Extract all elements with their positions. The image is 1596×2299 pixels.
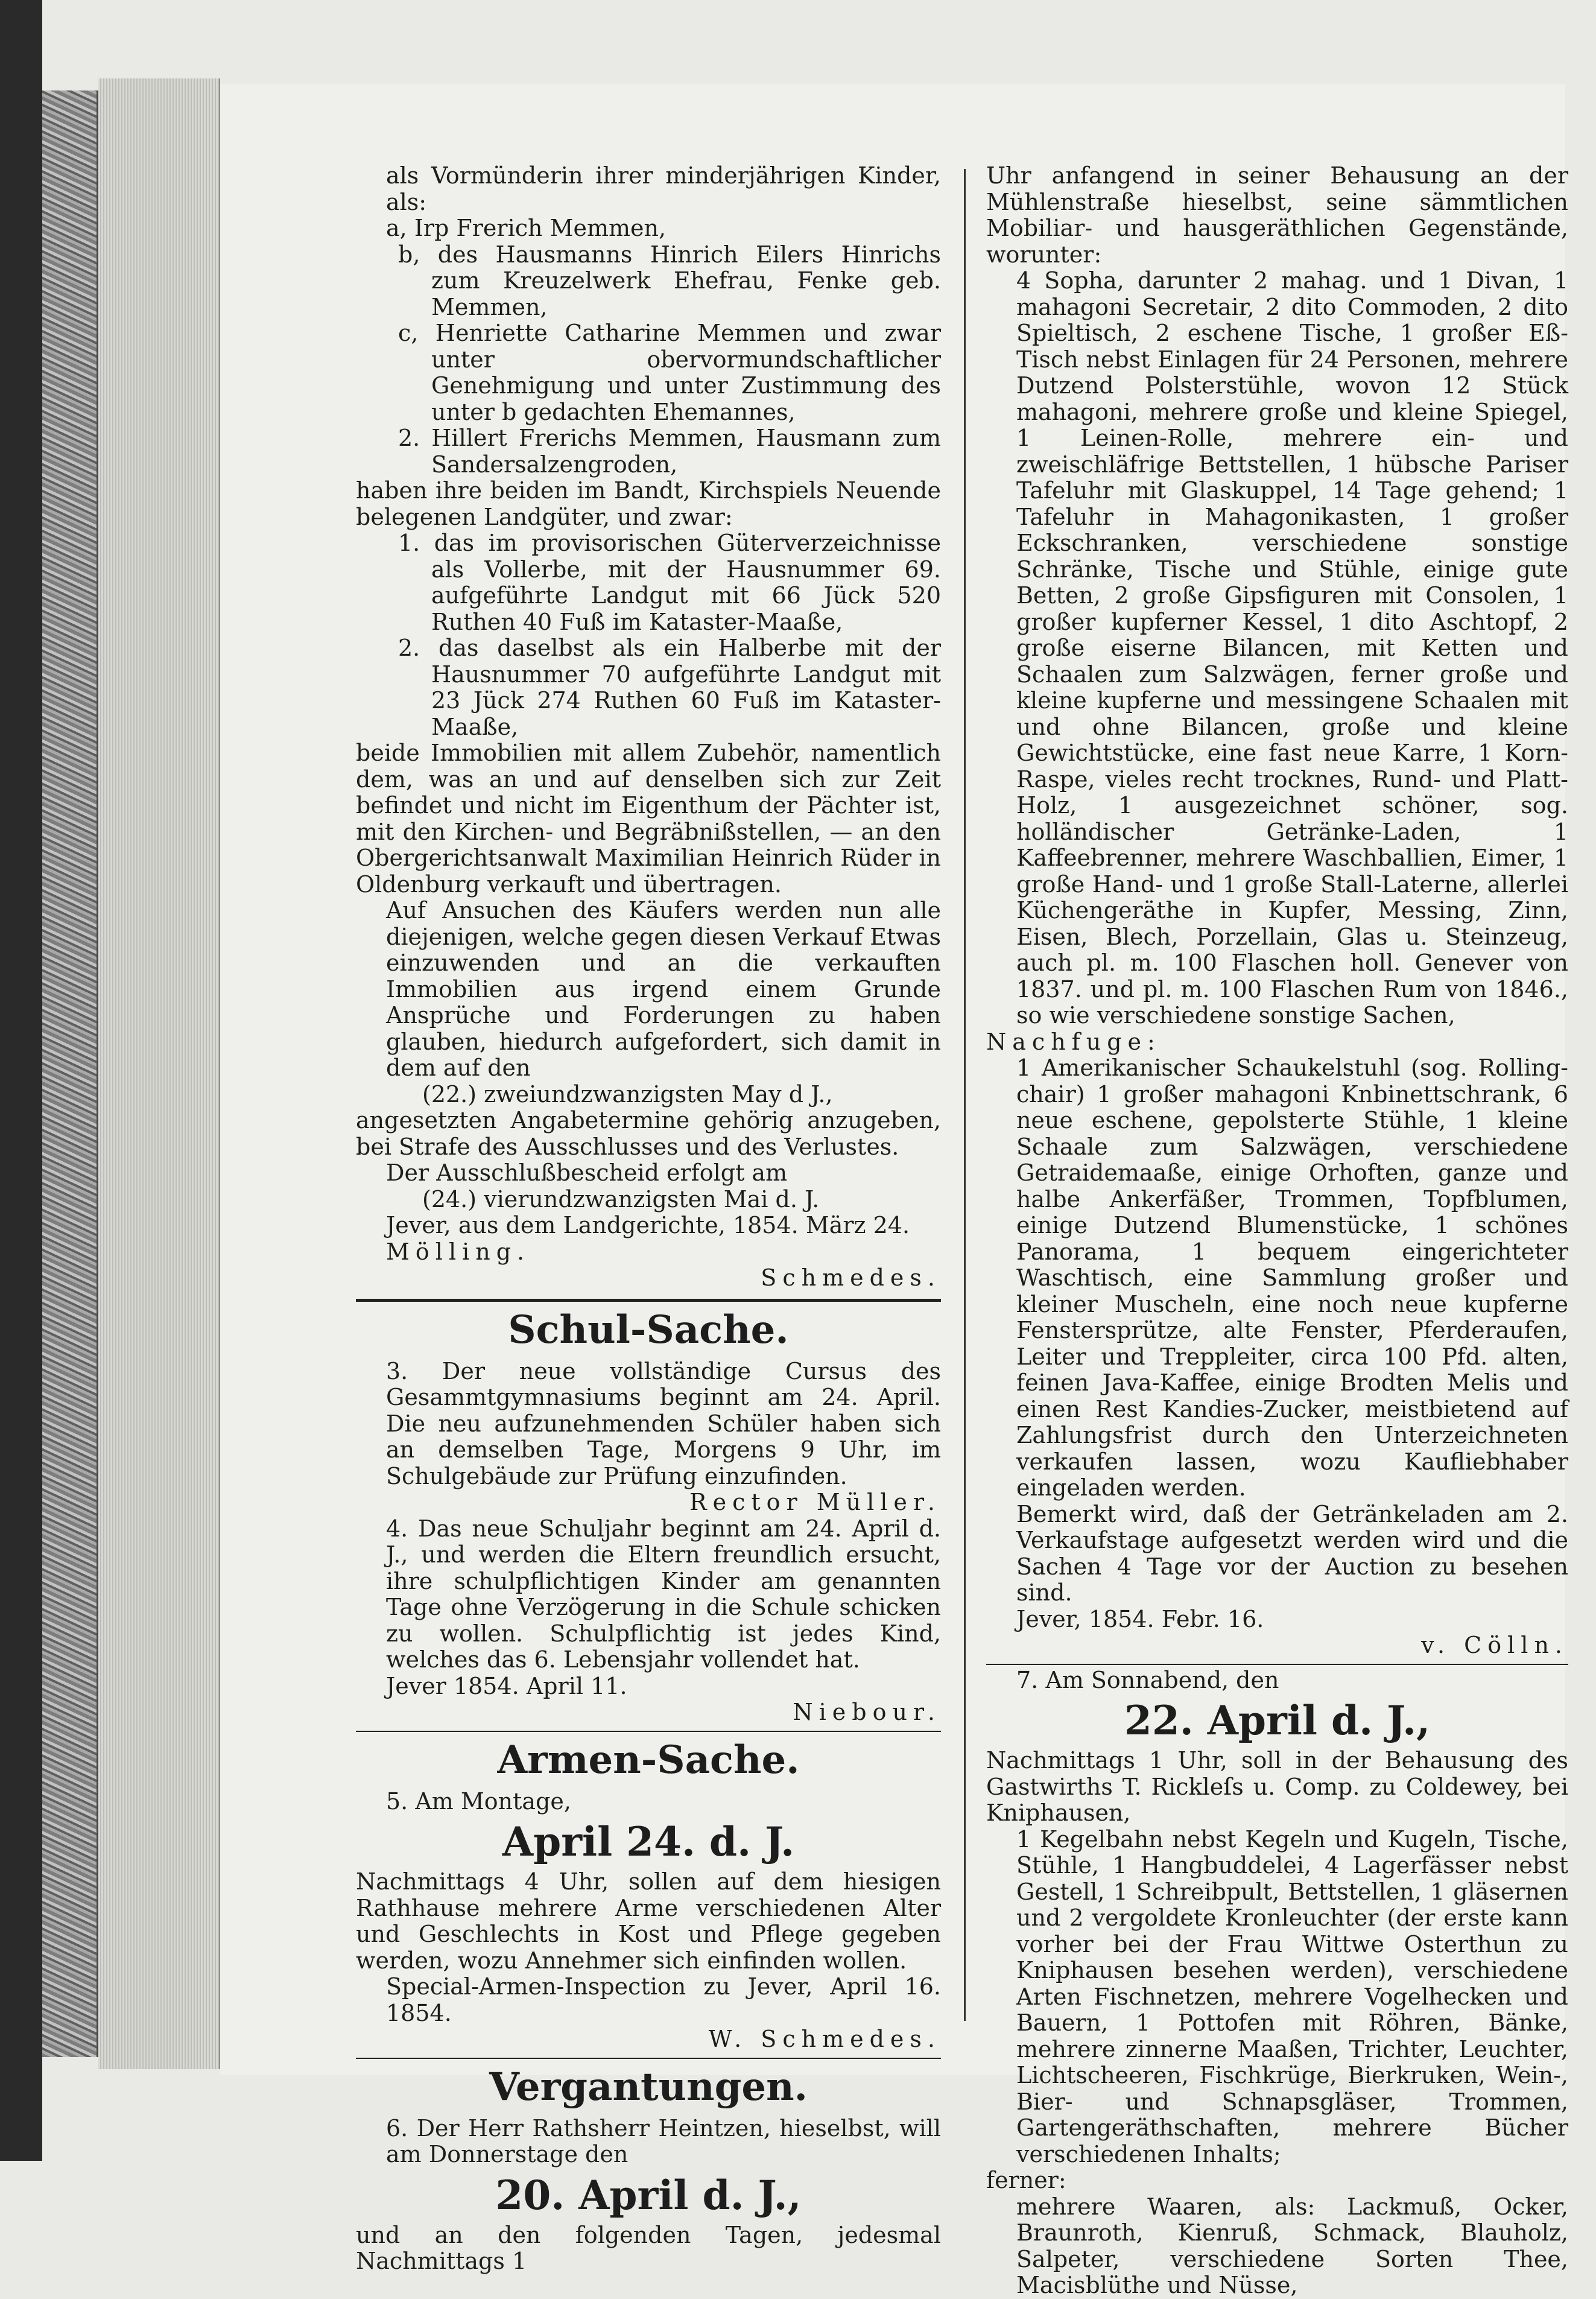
signature-v-coelln: v. Cölln. <box>1421 1632 1568 1658</box>
ferner-label: ferner: <box>986 2167 1066 2193</box>
signature-niebour: Niebour. <box>793 1699 941 1725</box>
heading-vergantungen: Vergantungen. <box>489 2064 808 2110</box>
heading-armen-sache: Armen-Sache. <box>497 1737 800 1783</box>
signature-w-schmedes: W. Schmedes. <box>708 2026 941 2052</box>
school-notice-3: 3. Der neue vollständige Cursus des Gesammtgymnasiums beginnt am 24. April. Die neu aufzunehmenden Schüler haben sich an demselben Tage, Morgens 9 Uhr, im Schulgebäude zur Prüfung einzufinden. <box>386 1357 941 1489</box>
signature-moelling: Mölling. <box>386 1238 531 1265</box>
page-block-edge <box>98 78 220 2069</box>
signature-schmedes: Schmedes. <box>761 1264 941 1291</box>
sale-transfer-text: beide Immobilien mit allem Zubehör, namentlich dem, was an und auf denselben sich zur Zeit befindet und nicht im Eigenthum der Pächter ist, mit den Kirchen- und Begräbnißstellen, — an den Obergerichtsanwalt Maximilian Heinrich Rüder in Oldenburg verkauft und übertragen. <box>356 740 941 898</box>
section-rule <box>356 2058 941 2059</box>
poor-notice-text: Nachmittags 4 Uhr, sollen auf dem hiesigen Rathhause mehrere Arme verschiedenen Alter und Geschlechts in Kost und Pflege gegeben werden, wozu Annehmer sich einfinden wollen. <box>356 1868 941 1974</box>
auction-6-intro: Uhr anfangend in seiner Behausung an der Mühlenstraße hieselbst, seine sämmtlichen Mobiliar- und hausgeräthlichen Gegenstände, worunter: <box>986 162 1568 268</box>
auction-7-date: 22. April d. J., <box>1124 1697 1431 1744</box>
heir-b: b, des Hausmanns Hinrich Eilers Hinrichs zum Kreuzelwerk Ehefrau, Fenke geb. Memmen, <box>398 241 941 320</box>
auction-notice-6: 6. Der Herr Rathsherr Heintzen, hieselbst, will am Donnerstage den <box>386 2114 941 2167</box>
heir-a: a, Irp Frerich Memmen, <box>386 215 667 241</box>
heading-schul-sache: Schul-Sache. <box>508 1307 789 1352</box>
nachfuge-label: Nachfuge: <box>986 1028 1161 1055</box>
guardian-text: als Vormünderin ihrer minderjährigen Kinder, als: <box>386 162 941 215</box>
claims-notice: Auf Ansuchen des Käufers werden nun alle diejenigen, welche gegen diesen Verkauf Etwas einzuwenden und an die verkauften Immobilien aus irgend einem Grunde Ansprüche und Forderungen zu haben glauben, hiedurch aufgefordert, sich damit in dem auf den <box>386 897 941 1081</box>
section-rule <box>986 1664 1568 1665</box>
decision-text: Der Ausschlußbescheid erfolgt am <box>386 1159 788 1186</box>
column-divider <box>964 169 966 2021</box>
auction-6-place: Jever, 1854. Febr. 16. <box>1016 1605 1264 1632</box>
signature-rector: Rector Müller. <box>689 1489 941 1515</box>
auction-6-items-extra: 1 Amerikanischer Schaukelstuhl (sog. Rolling-chair) 1 großer mahagoni Knbinettschrank, 6 neue eschene, gepolsterte Stühle, 1 kleine Schaale zum Salzwägen, verschiedene Getraidemaaße, einige Orhoften, ganze und halbe Ankerfäßer, Trommen, Topfblumen, einige Dutzend Blumenstücke, 1 schönes Panorama, 1 bequem eingerichteter Waschtisch, eine Sammlung großer und kleiner Muscheln, eine noch neue kupferne Fenstersprütze, alte Fenster, Pferderaufen, Leiter und Treppleiter, circa 100 Pfd. alten, feinen Java-Kaffee, einige Brodten Melis und einen Rest Kandies-Zucker, meistbietend auf Zahlungsfrist durch den Unterzeichneten verkaufen lassen, wozu Kaufliebhaber eingeladen werden. <box>1016 1054 1568 1501</box>
claims-date: (22.) zweiundzwanzigsten May d J., <box>422 1080 833 1108</box>
left-column <box>356 163 941 2275</box>
marbled-edge <box>42 90 98 2057</box>
decision-date: (24.) vierundzwanzigsten Mai d. J. <box>422 1185 820 1213</box>
auction-6-continued: und an den folgenden Tagen, jedesmal Nachmittags 1 <box>356 2221 941 2274</box>
poor-notice-5: 5. Am Montage, <box>386 1787 571 1815</box>
claims-penalty: angesetzten Angabetermine gehörig anzugeben, bei Strafe des Ausschlusses und des Verlustes. <box>356 1107 941 1160</box>
poor-notice-place: Special-Armen-Inspection zu Jever, April 16. 1854. <box>386 1973 941 2026</box>
land-sale-text: haben ihre beiden im Bandt, Kirchspiels Neuende belegenen Landgüter, und zwar: <box>356 477 941 530</box>
estate-2: 2. das daselbst als ein Halberbe mit der Hausnummer 70 aufgeführte Landgut mit 23 Jück 274 Ruthen 60 Fuß im Kataster-Maaße, <box>398 635 941 740</box>
section-rule <box>356 1731 941 1732</box>
seller-2: 2. Hillert Frerichs Memmen, Hausmann zum Sandersalzengroden, <box>398 425 941 478</box>
auction-notice-7: 7. Am Sonnabend, den <box>1016 1666 1279 1693</box>
right-column <box>986 163 1568 2299</box>
estate-1: 1. das im provisorischen Güterverzeichnisse als Vollerbe, mit der Hausnummer 69. aufgeführte Landgut mit 66 Jück 520 Ruthen 40 Fuß im Kataster-Maaße, <box>398 530 941 635</box>
school-notice-4: 4. Das neue Schuljahr beginnt am 24. April d. J., und werden die Eltern freundlich ersucht, ihre schulpflichtigen Kinder am genannten Tage ohne Verzögerung in die Schule schicken zu wollen. Schulpflichtig ist jedes Kind, welches das 6. Lebensjahr vollendet hat. <box>386 1515 941 1673</box>
auction-date: 20. April d. J., <box>495 2171 802 2219</box>
auction-7-goods: mehrere Waaren, als: Lackmuß, Ocker, Braunroth, Kienruß, Schmack, Blauholz, Salpeter, verschiedene Sorten Thee, Macisblüthe und Nüsse, <box>1016 2193 1568 2298</box>
auction-7-items: 1 Kegelbahn nebst Kegeln und Kugeln, Tische, Stühle, 1 Hangbuddelei, 4 Lagerfässer nebst Gestell, 1 Schreibpult, Bettstellen, 1 gläsernen und 2 vergoldete Kronleuchter (der erste kann vorher bei der Frau Wittwe Osterthun zu Kniphausen besehen werden), verschiedene Arten Fischnetzen, mehrere Vogelhecken und Bauern, 1 Pottofen mit Röhren, Bänke, mehrere zinnerne Maaßen, Trichter, Leuchter, Lichtscheeren, Fischkrüge, Bierkruken, Wein-, Bier- und Schnapsgläser, Trommen, Gartengeräthschaften, mehrere Bücher verschiedenen Inhalts; <box>1016 1825 1568 2167</box>
poor-notice-date: April 24. d. J. <box>502 1818 795 1865</box>
section-rule <box>356 1299 941 1302</box>
heir-c: c, Henriette Catharine Memmen und zwar unter obervormundschaftlicher Genehmigung und unter Zustimmung des unter b gedachten Ehemannes, <box>398 320 941 425</box>
auction-6-items: 4 Sopha, darunter 2 mahag. und 1 Divan, 1 mahagoni Secretair, 2 dito Commoden, 2 dito Spieltisch, 2 eschene Tische, 1 großer Eß-Tisch nebst Einlagen für 24 Personen, mehrere Dutzend Polsterstühle, wovon 12 Stück mahagoni, mehrere große und kleine Spiegel, 1 Leinen-Rolle, mehrere ein- und zweischläfrige Bettstellen, 1 hübsche Pariser Tafeluhr mit Glaskuppel, 14 Tage gehend; 1 Tafeluhr in Mahagonikasten, 1 großer Eckschranken, verschiedene sonstige Schränke, Tische und Stühle, einige gute Betten, 2 große Gipsfiguren mit Consolen, 1 großer kupferner Kessel, 1 dito Aschtopf, 2 große eiserne Bilancen, mit Ketten und Schaalen zum Salzwägen, ferner große und kleine kupferne und messingene Schaalen mit und ohne Bilancen, große und kleine Gewichtstücke, eine fast neue Karre, 1 Korn-Raspe, vieles recht trocknes, Rund- und Platt-Holz, 1 ausgezeichnet schöner, sog. holländischer Getränke-Laden, 1 Kaffeebrenner, mehrere Waschballien, Eimer, 1 große Hand- und 1 große Stall-Laterne, allerlei Küchengeräthe in Kupfer, Messing, Zinn, Eisen, Blech, Porzellain, Glas u. Steinzeug, auch pl. m. 100 Flaschen holl. Genever von 1837. und pl. m. 100 Flaschen Rum von 1846., so wie verschiedene sonstige Sachen, <box>1016 267 1568 1029</box>
school-notice-4-place: Jever 1854. April 11. <box>386 1672 627 1699</box>
auction-7-text: Nachmittags 1 Uhr, soll in der Behausung des Gastwirths T. Rickleſs u. Comp. zu Coldewey, bei Kniphausen, <box>986 1747 1568 1826</box>
book-spine <box>0 0 42 2161</box>
court-place-date: Jever, aus dem Landgerichte, 1854. März 24. <box>386 1212 910 1238</box>
auction-6-remark: Bemerkt wird, daß der Getränkeladen am 2. Verkaufstage aufgesetzt werden wird und die Sachen 4 Tage vor der Auction zu besehen sind. <box>1016 1500 1568 1606</box>
